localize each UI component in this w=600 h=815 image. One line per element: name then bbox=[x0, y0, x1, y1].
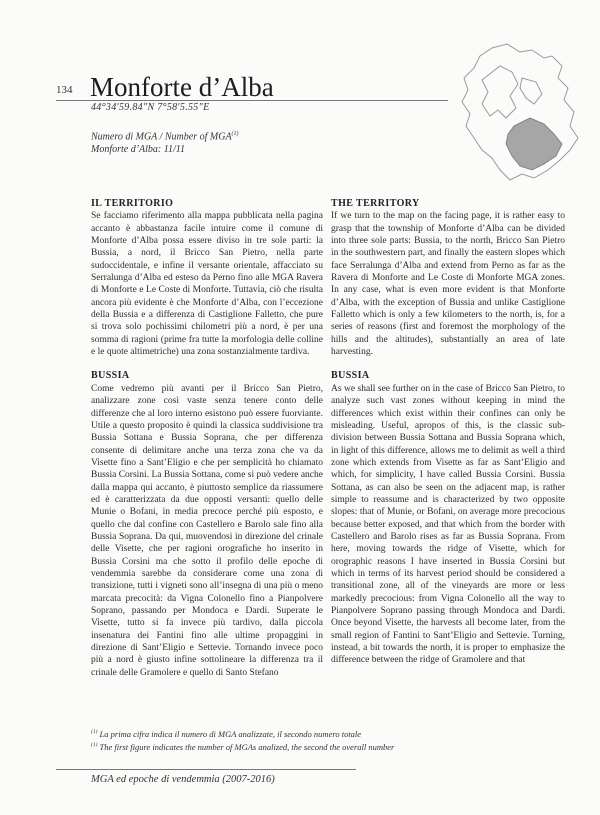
mga-count-block bbox=[91, 128, 239, 156]
footer-book-title: MGA ed epoche di vendemmia (2007-2016) bbox=[91, 774, 275, 785]
bussia-paragraph-en: As we shall see further on in the case of Bricco San Pietro, to analyze such vast zones without keeping in mind the differences which exist within their confines can only be misleading. Useful, apropos of this, is the classic sub-division between Bussia Sottana and Bussia Soprana which, in light of this difference, allows me to delimit as well a third zone which extends from Visette as far as Sant’Eligio and which, for simplicity, I have called Bussia Corsini. Bussia Sottana, as can also be seen on the adjacent map, is rather simple to reassume and is characterized by two opposite slopes: that of Munie, or Bofani, on average more precocious because better exposed, and that which from the border with Castellero and Barolo rises as far as Bussia Soprana. From here, moving towards the ridge of Visette, which for orographic reasons I have inserted in Bussia Corsini but which in terms of its harvest period should be considered a transitional zone, all of the vineyards are more or less markedly precocious: from Vigna Colonello all the way to Pianpolvere Soprano passing through Mondoca and Dardi. Once beyond Visette, the harvests all become later, from the small region of Fantini to Sant’Eligio and Settevie. Turning, instead, a bit towards the north, it is proper to emphasize the difference between the ridge of Gramolere and that bbox=[331, 383, 565, 666]
locator-map-icon bbox=[452, 38, 592, 188]
coordinates: 44°34′59.84″N 7°58′5.55″E bbox=[91, 102, 210, 113]
territory-paragraph: If we turn to the map on the facing page, it is rather easy to grasp that the township of Monforte d’Alba can be divided into three sole parts: Bussia, to the north, Bricco San Pietro in the southwestern part, and finally the eastern slopes which face Serralunga d’Alba and extend from Perno as far as the Ravera di Monforte and Le Coste di Monforte MGA zones. In any case, what is even more evident is that Monforte d’Alba, with the exception of Bussia and unlike Castiglione Falletto which is only a few kilometers to the north, is, for a series of reasons (first and foremost the morphology of the hills and the altitudes), substantially an area of late harvesting. bbox=[331, 211, 565, 358]
section-heading-bussia-it: BUSSIA bbox=[91, 370, 130, 382]
mga-count-value: Monforte d’Alba: 11/11 bbox=[91, 143, 186, 155]
territorio-paragraph: Se facciamo riferimento alla mappa pubblicata nella pagina accanto è abbastanza facile intuire come il comune di Monforte d’Alba possa essere diviso in tre sole parti: la Bussia, a nord, il Bricco San Pietro, nella parte sudoccidentale, e infine il versante orientale, affacciato su Serralunga d’Alba ed esteso da Perno fino alle MGA Ravera di Monforte e Le Coste di Monforte. Tuttavia, ciò che risulta ancora più evidente è che Monforte d’Alba, con l’eccezione della Bussia e a differenza di Castiglione Falletto, che pure si trova solo pochissimi chilometri più a nord, è per una somma di ragioni (prime fra tutte la morfologia delle colline e le quote altimetriche) una zona sostanzialmente tardiva. bbox=[91, 211, 323, 358]
mga-count-label: Numero di MGA / Number of MGA$^{(1)}$ bbox=[91, 131, 239, 143]
footnotes bbox=[91, 727, 571, 753]
footnote-english: $^{(1)}$ The first figure indicates the number of MGAs analized, the second the overall number bbox=[91, 741, 395, 752]
english-column bbox=[331, 198, 565, 667]
page-number: 134 bbox=[56, 84, 73, 96]
bussia-paragraph-it: Come vedremo più avanti per il Bricco San Pietro, analizzare zone così vaste senza tenere conto delle differenze che al loro interno esistono può essere fuorviante. Utile a questo proposito è quindi la classica suddivisione tra Bussia Sottana e Bussia Soprana, che per differenza consente di delimitare anche una terza zona che va da Visette fino a Sant’Eligio e che per semplicità ho chiamato Bussia Corsini. La Bussia Sottana, come si può vedere anche dalla mappa qui accanto, è piuttosto semplice da riassumere ed è caratterizzata da due opposti versanti: quello delle Munie o Bofani, in media precoce perché più esposto, e quello che dal confine con Castellero e Barolo sale fino alla Bussia Soprana. Da qui, muovendosi in direzione del crinale delle Visette, che per ragioni orografiche ho inserito in Bussia Corsini ma che sotto il profilo delle epoche di vendemmia sarebbe da considerare come una zona di transizione, tutti i vigneti sono all’insegna di una più o meno marcata precocità: da Vigna Colonello fino a Pianpolvere Soprano, passando per Mondoca e Dardi. Superate le Visette, tutto si fa invece più tardivo, dalla piccola insenatura dei Fantini fino alle ultime propaggini in direzione di Sant’Eligio e Settevie. Tornando invece poco più a nord è giusto infine sottolineare la differenza tra il crinale delle Gramolere e quello di Santo Stefano bbox=[91, 383, 323, 678]
italian-column bbox=[91, 198, 323, 679]
mga-footnote-ref: (1) bbox=[231, 131, 239, 137]
section-heading-territory: THE TERRITORY bbox=[331, 198, 420, 209]
section-heading-territorio: IL TERRITORIO bbox=[91, 198, 174, 209]
page-title: Monforte d’Alba bbox=[90, 72, 274, 102]
monforte-highlight bbox=[506, 118, 562, 170]
section-gap bbox=[331, 358, 565, 370]
section-gap bbox=[91, 358, 323, 370]
footer-rule bbox=[56, 769, 356, 770]
footnote-italian: $^{(1)}$ La prima cifra indica il numero di MGA analizzate, il secondo numero totale bbox=[91, 728, 362, 739]
section-heading-bussia-en: BUSSIA bbox=[331, 370, 370, 382]
